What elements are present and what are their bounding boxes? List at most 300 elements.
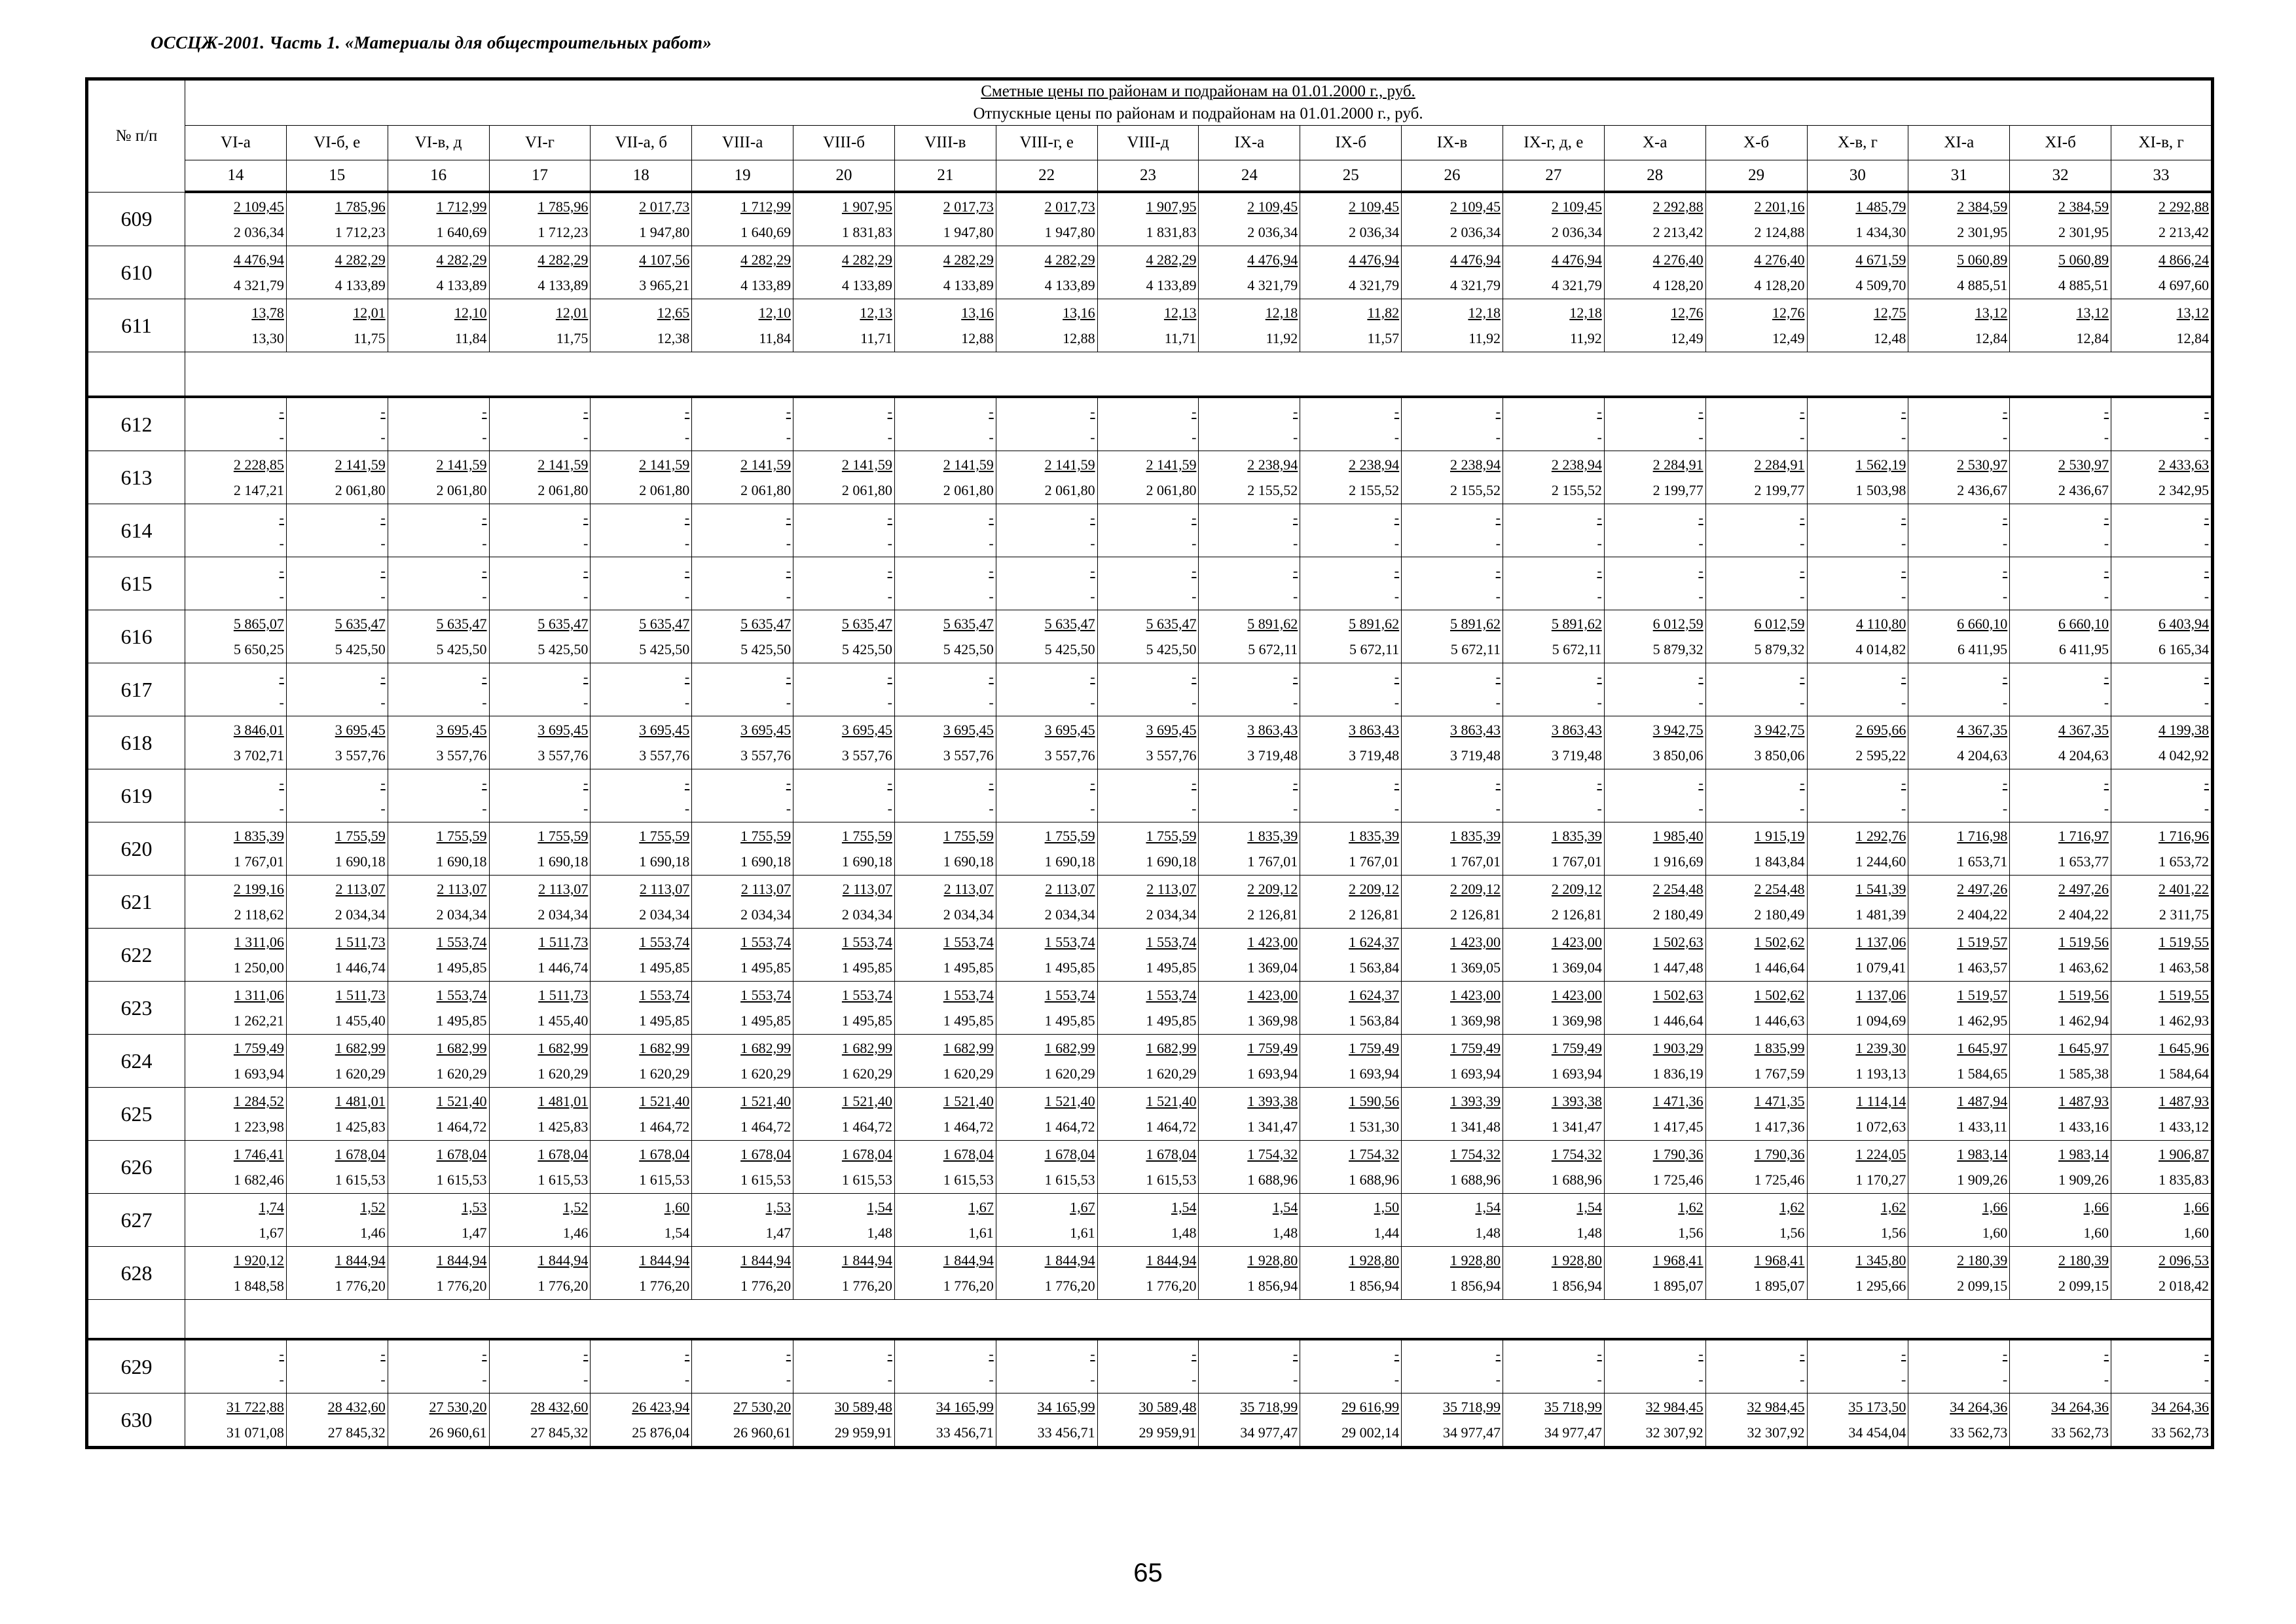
price-cell (1402, 1088, 1503, 1141)
release-price: - (989, 800, 994, 817)
price-cell (591, 451, 692, 504)
price-cell (1807, 246, 1908, 299)
estimated-price: - (989, 669, 994, 685)
estimated-price: 5 635,47 (943, 616, 994, 632)
release-price: 1 463,57 (1957, 959, 2008, 976)
estimated-price: 1 137,06 (1855, 934, 1906, 950)
estimated-price: 35 173,50 (1848, 1399, 1906, 1415)
estimated-price: 1 968,41 (1652, 1252, 1704, 1268)
release-price: 1 725,46 (1652, 1172, 1704, 1188)
table-row (87, 822, 2213, 876)
estimated-price: 4 282,29 (335, 251, 386, 268)
price-cell (2111, 397, 2213, 451)
price-cell (692, 1393, 793, 1448)
price-cell (692, 1339, 793, 1393)
release-price: - (989, 588, 994, 604)
release-price: 4 321,79 (1449, 277, 1501, 293)
release-price: 1 682,46 (233, 1172, 284, 1188)
release-price: 1 495,85 (1044, 959, 1095, 976)
price-cell (1097, 876, 1199, 929)
price-cell (1097, 1194, 1199, 1247)
release-price: - (482, 588, 487, 604)
price-cell (1199, 299, 1300, 352)
release-price: 1 446,74 (538, 959, 589, 976)
estimated-price: - (887, 403, 892, 420)
estimated-price: 1 755,59 (436, 828, 487, 844)
price-cell (692, 451, 793, 504)
release-price: 1 856,94 (1247, 1278, 1298, 1294)
release-price: 11,71 (860, 330, 892, 346)
price-cell (388, 982, 489, 1035)
price-cell (286, 1141, 388, 1194)
estimated-price: - (1394, 669, 1400, 685)
release-price: 1 495,85 (436, 1012, 487, 1029)
estimated-price: 1 624,37 (1349, 987, 1400, 1003)
price-cell (2111, 716, 2213, 769)
release-price: 1,60 (2083, 1225, 2109, 1241)
estimated-price: 2 254,48 (1652, 881, 1704, 897)
price-cell (1908, 876, 2010, 929)
row-number: 628 (87, 1247, 185, 1300)
release-price: - (1698, 588, 1704, 604)
estimated-price: 1,62 (1779, 1199, 1805, 1215)
price-cell (489, 822, 591, 876)
price-cell (185, 822, 287, 876)
release-price: 5 672,11 (1349, 641, 1400, 657)
row-number: 610 (87, 246, 185, 299)
release-price: 34 454,04 (1848, 1424, 1906, 1441)
estimated-price: 1,50 (1374, 1199, 1400, 1215)
estimated-price: 2 113,07 (943, 881, 994, 897)
release-price: - (887, 429, 892, 445)
price-cell (2010, 246, 2111, 299)
price-cell (2111, 929, 2213, 982)
price-cell (2111, 1141, 2213, 1194)
estimated-price: 12,10 (454, 304, 487, 321)
release-price: 1,48 (1272, 1225, 1298, 1241)
region-header: VII-а, б (591, 126, 692, 160)
estimated-price: 1,66 (2083, 1199, 2109, 1215)
price-cell (185, 299, 287, 352)
price-cell (1807, 610, 1908, 663)
release-price: - (1901, 535, 1906, 551)
price-cell (388, 1035, 489, 1088)
release-price: 4 321,79 (1551, 277, 1602, 293)
price-cell (2010, 451, 2111, 504)
price-cell (1097, 397, 1199, 451)
estimated-price: 1 521,40 (740, 1093, 792, 1109)
price-cell (489, 246, 591, 299)
price-cell (185, 663, 287, 716)
estimated-price: 2 113,07 (1146, 881, 1197, 897)
estimated-price: 1 985,40 (1652, 828, 1704, 844)
price-cell (996, 929, 1097, 982)
release-price: 4 128,20 (1652, 277, 1704, 293)
price-cell (1097, 1088, 1199, 1141)
release-price: 1 481,39 (1855, 906, 1906, 923)
price-cell (1300, 769, 1402, 822)
price-cell (591, 557, 692, 610)
price-cell (489, 663, 591, 716)
estimated-price: 2 141,59 (436, 456, 487, 473)
price-cell (489, 1035, 591, 1088)
release-price: 2 061,80 (639, 482, 690, 498)
release-price: 1 495,85 (740, 959, 792, 976)
release-price: 2 199,77 (1754, 482, 1805, 498)
estimated-price: 13,12 (2176, 304, 2210, 321)
estimated-price: 2 384,59 (1957, 198, 2008, 215)
price-cell (1300, 1393, 1402, 1448)
price-cell (1503, 557, 1604, 610)
estimated-price: 35 718,99 (1240, 1399, 1298, 1415)
release-price: - (989, 694, 994, 710)
estimated-price: 1 928,80 (1349, 1252, 1400, 1268)
estimated-price: 12,01 (555, 304, 589, 321)
release-price: 12,38 (657, 330, 690, 346)
price-cell (2010, 769, 2111, 822)
release-price: 1 369,04 (1247, 959, 1298, 976)
price-cell (1097, 716, 1199, 769)
estimated-price: 12,76 (1772, 304, 1805, 321)
estimated-price: 34 264,36 (2151, 1399, 2210, 1415)
estimated-price: 1 521,40 (943, 1093, 994, 1109)
price-cell (1604, 929, 1705, 982)
estimated-price: 1,52 (360, 1199, 386, 1215)
estimated-price: 2 141,59 (335, 456, 386, 473)
estimated-price: - (2104, 563, 2109, 579)
row-number: 619 (87, 769, 185, 822)
release-price: 33 456,71 (936, 1424, 994, 1441)
estimated-price: 1 645,97 (1957, 1040, 2008, 1056)
estimated-price: 1 678,04 (841, 1146, 892, 1162)
release-price: 6 411,95 (1958, 641, 2008, 657)
estimated-price: - (684, 509, 690, 526)
release-price: 1 947,80 (1044, 224, 1095, 240)
price-cell (1705, 1247, 1807, 1300)
release-price: - (887, 1371, 892, 1388)
estimated-price: 4 276,40 (1754, 251, 1805, 268)
estimated-price: - (482, 1346, 487, 1362)
price-cell (1199, 1247, 1300, 1300)
estimated-price: 32 984,45 (1747, 1399, 1805, 1415)
region-header: IX-в (1402, 126, 1503, 160)
release-price: 5 425,50 (335, 641, 386, 657)
column-number: 25 (1300, 160, 1402, 193)
estimated-price: 26 423,94 (632, 1399, 690, 1415)
region-header: VI-в, д (388, 126, 489, 160)
price-cell (185, 246, 287, 299)
estimated-price: 11,82 (1367, 304, 1400, 321)
estimated-price: - (279, 669, 284, 685)
release-price: 1 690,18 (538, 853, 589, 870)
estimated-price: 1 716,96 (2159, 828, 2210, 844)
release-price: - (380, 1371, 386, 1388)
release-price: 1 369,04 (1551, 959, 1602, 976)
estimated-price: 1 502,63 (1652, 934, 1704, 950)
price-cell (1503, 1339, 1604, 1393)
estimated-price: 1 920,12 (233, 1252, 284, 1268)
price-cell (1604, 610, 1705, 663)
estimated-price: - (2204, 563, 2210, 579)
estimated-price: 2 254,48 (1754, 881, 1805, 897)
release-price: 33 562,73 (2151, 1424, 2210, 1441)
release-price: 1 495,85 (1146, 959, 1197, 976)
estimated-price: 5 635,47 (1146, 616, 1197, 632)
price-cell (1300, 1088, 1402, 1141)
release-price: 12,84 (2076, 330, 2109, 346)
release-price: - (1192, 588, 1197, 604)
estimated-price: 1 755,59 (639, 828, 690, 844)
price-cell (2010, 716, 2111, 769)
estimated-price: 5 635,47 (639, 616, 690, 632)
price-cell (996, 299, 1097, 352)
price-cell (286, 610, 388, 663)
estimated-price: 1 755,59 (841, 828, 892, 844)
price-cell (793, 610, 895, 663)
estimated-price: 1 790,36 (1652, 1146, 1704, 1162)
price-cell (1300, 1194, 1402, 1247)
estimated-price: 1 835,39 (1247, 828, 1298, 844)
price-cell (1300, 982, 1402, 1035)
price-cell (2010, 1194, 2111, 1247)
price-cell (692, 982, 793, 1035)
estimated-price: 1 471,35 (1754, 1093, 1805, 1109)
estimated-price: 3 863,43 (1349, 722, 1400, 738)
release-price: 11,84 (759, 330, 792, 346)
estimated-price: - (2104, 669, 2109, 685)
release-price: - (684, 535, 690, 551)
estimated-price: 1 785,96 (538, 198, 589, 215)
release-price: - (1090, 429, 1095, 445)
release-price: 3 719,48 (1449, 747, 1501, 764)
estimated-price: 1 553,74 (436, 934, 487, 950)
release-price: 1 464,72 (841, 1118, 892, 1135)
estimated-price: 1 835,39 (1551, 828, 1602, 844)
table-row (87, 299, 2213, 352)
release-price: 1 462,93 (2159, 1012, 2210, 1029)
price-cell (591, 1035, 692, 1088)
release-price: 1 776,20 (1146, 1278, 1197, 1294)
estimated-price: 1,54 (1576, 1199, 1602, 1215)
release-price: 1 836,19 (1652, 1065, 1704, 1082)
estimated-price: 2 141,59 (841, 456, 892, 473)
estimated-price: - (380, 403, 386, 420)
column-number: 18 (591, 160, 692, 193)
release-price: 1,56 (1880, 1225, 1906, 1241)
price-cell (1604, 192, 1705, 246)
column-number: 21 (894, 160, 996, 193)
release-price: 2 199,77 (1652, 482, 1704, 498)
estimated-price: 6 403,94 (2159, 616, 2210, 632)
estimated-price: 35 718,99 (1442, 1399, 1501, 1415)
price-cell (1300, 610, 1402, 663)
estimated-price: 1 553,74 (740, 934, 792, 950)
release-price: 1,61 (968, 1225, 994, 1241)
estimated-price: 1 754,32 (1551, 1146, 1602, 1162)
estimated-price: 3 863,43 (1449, 722, 1501, 738)
column-number: 14 (185, 160, 287, 193)
table-row (87, 1141, 2213, 1194)
estimated-price: - (583, 509, 589, 526)
price-cell (1807, 769, 1908, 822)
release-price: - (1901, 800, 1906, 817)
estimated-price: 2 201,16 (1754, 198, 1805, 215)
estimated-price: 1,52 (562, 1199, 589, 1215)
release-price: 1 563,84 (1349, 1012, 1400, 1029)
release-price: - (279, 694, 284, 710)
price-cell (2111, 982, 2213, 1035)
price-cell (591, 929, 692, 982)
price-cell (1807, 1194, 1908, 1247)
estimated-price: 1 511,73 (335, 934, 386, 950)
release-price: 2 061,80 (1044, 482, 1095, 498)
price-cell (2111, 504, 2213, 557)
estimated-price: 1 678,04 (943, 1146, 994, 1162)
column-number: 31 (1908, 160, 2010, 193)
estimated-price: 1 487,94 (1957, 1093, 2008, 1109)
estimated-price: 1 903,29 (1652, 1040, 1704, 1056)
price-cell (793, 192, 895, 246)
estimated-price: - (1698, 403, 1704, 420)
price-cell (2010, 929, 2111, 982)
release-price: 1 433,16 (2058, 1118, 2109, 1135)
release-price: - (989, 429, 994, 445)
release-price: 1 563,84 (1349, 959, 1400, 976)
estimated-price: 1 521,40 (1044, 1093, 1095, 1109)
price-cell (1604, 663, 1705, 716)
price-cell (1705, 929, 1807, 982)
estimated-price: 1 553,74 (1044, 934, 1095, 950)
release-price: - (1090, 588, 1095, 604)
release-price: 2 147,21 (233, 482, 284, 498)
price-cell (1503, 876, 1604, 929)
estimated-price: 1 682,99 (538, 1040, 589, 1056)
estimated-price: 28 432,60 (530, 1399, 589, 1415)
release-price: 1 895,07 (1754, 1278, 1805, 1294)
price-cell (388, 1141, 489, 1194)
estimated-price: - (482, 669, 487, 685)
estimated-price: 34 165,99 (1037, 1399, 1095, 1415)
estimated-price: 4 476,94 (1449, 251, 1501, 268)
price-cell (1503, 504, 1604, 557)
estimated-price: - (583, 403, 589, 420)
release-price: - (2204, 535, 2210, 551)
price-cell (1604, 1088, 1705, 1141)
price-cell (1097, 1393, 1199, 1448)
estimated-price: 1 553,74 (1146, 934, 1197, 950)
region-header: X-б (1705, 126, 1807, 160)
release-price: 1 776,20 (841, 1278, 892, 1294)
price-cell (793, 1393, 895, 1448)
estimated-price: - (1495, 775, 1501, 791)
estimated-price: 2 141,59 (943, 456, 994, 473)
estimated-price: 1 844,94 (1044, 1252, 1095, 1268)
estimated-price: 1 553,74 (841, 934, 892, 950)
estimated-price: - (279, 563, 284, 579)
price-cell (692, 876, 793, 929)
estimated-price: 1 114,14 (1856, 1093, 1906, 1109)
release-price: 1 341,48 (1449, 1118, 1501, 1135)
estimated-price: 2 096,53 (2159, 1252, 2210, 1268)
price-cell (894, 504, 996, 557)
estimated-price: - (684, 669, 690, 685)
price-cell (2111, 1035, 2213, 1088)
price-cell (1908, 1339, 2010, 1393)
release-price: 2 034,34 (1044, 906, 1095, 923)
release-price: 1 464,72 (1146, 1118, 1197, 1135)
estimated-price: 12,75 (1873, 304, 1906, 321)
release-price: 1 463,58 (2159, 959, 2210, 976)
release-price: - (279, 535, 284, 551)
estimated-price: 1 284,52 (233, 1093, 284, 1109)
price-cell (1705, 1393, 1807, 1448)
region-header: VIII-а (692, 126, 793, 160)
release-price: 1 640,69 (740, 224, 792, 240)
release-price: - (1292, 429, 1298, 445)
price-cell (1199, 192, 1300, 246)
price-cell (185, 1194, 287, 1247)
price-cell (2111, 192, 2213, 246)
release-price: - (2104, 1371, 2109, 1388)
estimated-price: 1 755,59 (335, 828, 386, 844)
release-price: - (2002, 429, 2008, 445)
price-cell (996, 557, 1097, 610)
estimated-price: - (380, 669, 386, 685)
estimated-price: - (1192, 669, 1197, 685)
estimated-price: 1 423,00 (1449, 934, 1501, 950)
estimated-price: 2 695,66 (1855, 722, 1906, 738)
price-cell (894, 1035, 996, 1088)
release-price: - (380, 535, 386, 551)
release-price: - (380, 694, 386, 710)
price-cell (996, 246, 1097, 299)
release-price: 1,46 (360, 1225, 386, 1241)
release-price: 2 126,81 (1349, 906, 1400, 923)
price-cell (185, 192, 287, 246)
price-cell (1604, 1247, 1705, 1300)
estimated-price: - (1597, 1346, 1602, 1362)
release-price: - (482, 800, 487, 817)
release-price: 5 425,50 (538, 641, 589, 657)
release-price: 1 615,53 (1146, 1172, 1197, 1188)
table-row (87, 929, 2213, 982)
price-cell (1604, 982, 1705, 1035)
release-price: 11,75 (354, 330, 386, 346)
release-price: 1 446,64 (1652, 1012, 1704, 1029)
price-cell (1705, 610, 1807, 663)
price-cell (894, 299, 996, 352)
estimated-price: 1 983,14 (1957, 1146, 2008, 1162)
column-number: 19 (692, 160, 793, 193)
estimated-price: 1 519,56 (2058, 934, 2109, 950)
price-cell (286, 716, 388, 769)
release-prices-title: Отпускные цены по районам и подрайонам на 01.01.2000 г., руб. (973, 105, 1423, 122)
release-price: 1 776,20 (538, 1278, 589, 1294)
release-price: 4 321,79 (233, 277, 284, 293)
estimated-price: 5 635,47 (1044, 616, 1095, 632)
price-cell (1807, 504, 1908, 557)
estimated-price: 4 476,94 (233, 251, 284, 268)
release-price: 1 693,94 (233, 1065, 284, 1082)
price-cell (185, 982, 287, 1035)
estimated-price: 1,62 (1678, 1199, 1704, 1215)
release-price: 4 321,79 (1247, 277, 1298, 293)
price-cell (1604, 504, 1705, 557)
release-price: 2 595,22 (1855, 747, 1906, 764)
price-cell (894, 982, 996, 1035)
estimated-price: 1 553,74 (1146, 987, 1197, 1003)
release-price: 1 620,29 (335, 1065, 386, 1082)
